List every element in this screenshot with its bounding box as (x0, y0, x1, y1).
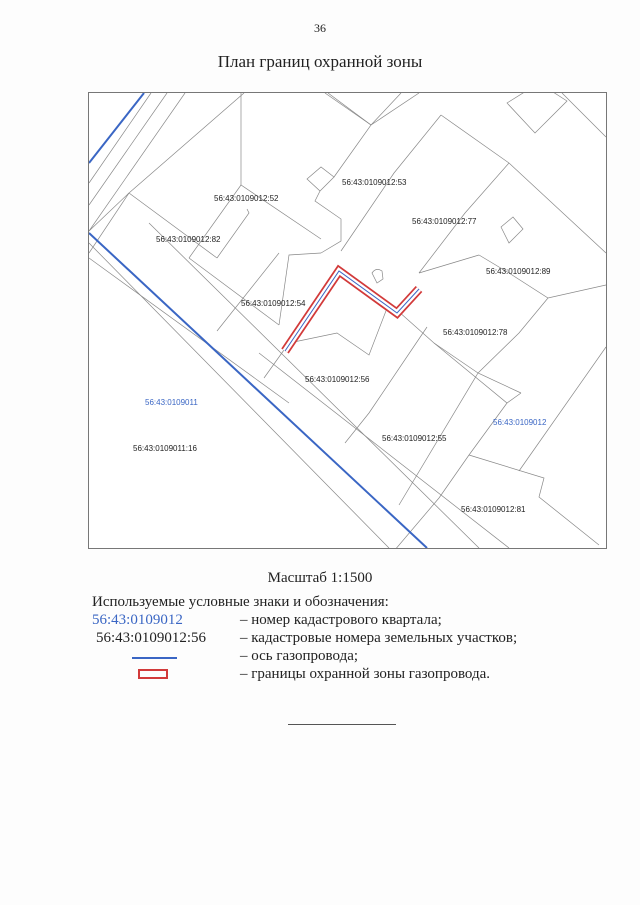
legend-desc-parcel: – кадастровые номера земельных участков; (240, 630, 518, 646)
legend-item-zone (92, 666, 612, 684)
parcel-label-53: 56:43:0109012:53 (342, 178, 407, 187)
legend-desc-quarter: – номер кадастрового квартала; (240, 612, 442, 628)
parcel-label-54: 56:43:0109012:54 (241, 299, 306, 308)
parcel-label-89: 56:43:0109012:89 (486, 267, 551, 276)
quarter-label-0109012: 56:43:0109012 (493, 418, 547, 427)
parcel-label-52: 56:43:0109012:52 (214, 194, 279, 203)
parcel-label-78: 56:43:0109012:78 (443, 328, 508, 337)
legend-item-quarter (92, 612, 612, 630)
legend-title: Используемые условные знаки и обозначения: (92, 594, 389, 610)
parcel-label-77: 56:43:0109012:77 (412, 217, 477, 226)
legend-key-parcel: 56:43:0109012:56 (96, 630, 207, 646)
parcel-label-56: 56:43:0109012:56 (305, 375, 370, 384)
end-divider (288, 724, 396, 725)
page-title: План границ охранной зоны (217, 52, 423, 71)
legend-item-parcel (92, 630, 612, 648)
pipeline-axis-icon (132, 657, 177, 659)
map-drawing (89, 93, 606, 548)
legend-desc-pipeline: – ось газопровода; (240, 648, 359, 664)
legend-desc-zone: – границы охранной зоны газопровода. (240, 666, 491, 682)
quarter-label-0109011: 56:43:0109011 (145, 398, 198, 407)
parcel-label-81: 56:43:0109012:81 (461, 505, 526, 514)
cadastral-map (88, 92, 607, 549)
parcel-label-16: 56:43:0109011:16 (133, 444, 197, 453)
legend-item-pipeline (92, 648, 612, 666)
parcel-label-82: 56:43:0109012:82 (156, 235, 221, 244)
legend-key-quarter: 56:43:0109012 (92, 612, 183, 628)
page-number: 36 (314, 21, 326, 35)
parcel-label-55: 56:43:0109012:55 (382, 434, 447, 443)
map-scale: Масштаб 1:1500 (267, 570, 373, 586)
protection-zone-icon (138, 669, 168, 679)
